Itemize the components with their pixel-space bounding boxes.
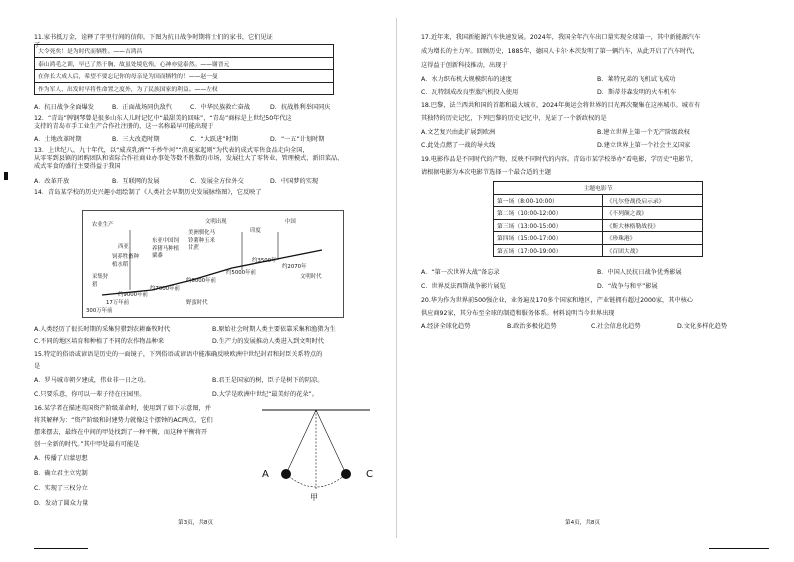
pendulum-bob-c — [341, 469, 351, 479]
label-hunting: 采集狩猎 — [92, 274, 109, 288]
label-americas: 美洲驯化马铃薯种玉米甘蔗 — [188, 230, 215, 252]
label-3m: 300万年前 — [86, 308, 113, 314]
q17-line-3: 这得益于创新科技推动，出现于 — [421, 62, 508, 69]
q20-option-b: B.政治多极化趋势 — [507, 323, 557, 330]
page-number-left: 第3页，共8页 — [178, 520, 214, 526]
q14-option-b: B.原始社会时期人类主要依靠采集和渔猎为生 — [212, 326, 336, 333]
q16-line-2: 将其解释为：“资产阶级和封建势力就像这个摆钟的AC两点，它们 — [34, 417, 213, 424]
q14-option-a: A.人类经历了很长时期的采集狩猎到农耕畜牧时代 — [34, 326, 171, 333]
film-session: 第四场（15:00-17:00） — [494, 232, 603, 245]
q14-option-d: D.生产力的发展推动人类进入到文明时代 — [212, 338, 324, 345]
film-festival-table — [493, 181, 703, 257]
bottom-rule — [709, 548, 769, 549]
film-session: 第一场（8:00-10:00） — [494, 194, 603, 207]
q11-letters-table — [34, 44, 334, 95]
q11-option-c: C．中华民族救亡奋战 — [190, 104, 251, 111]
label-3500: 约3500年 — [252, 258, 277, 264]
pendulum-string-a — [286, 410, 316, 474]
label-6000: 约6000年前 — [186, 278, 216, 284]
q16-option-a: A．传播了启蒙思想 — [34, 455, 88, 462]
q17-line-2: 成为增长的主力军。回顾历史，1885年，德国人卡尔·本茨发明了第一辆汽车，从此开启了汽车时代， — [421, 48, 699, 55]
q20-option-c: C.社会信息化趋势 — [591, 323, 641, 330]
pendulum-string-c — [316, 410, 346, 474]
film-title: 《凡尔登战役启示录》 — [603, 194, 703, 207]
letter-2: 泰山鸿毛之训，早已了然于胸，故虽处境危殆，心神亦觉泰然。——谢晋元 — [35, 57, 334, 70]
margin-mark — [4, 172, 8, 180]
label-2070: 约2070年 — [282, 264, 307, 270]
film-session: 第五场（17:00-19:00） — [494, 244, 603, 257]
q11-stem: 11.家书抵万金，诠释了字里行间的信仰。下图为抗日战争时期将士们的家书，它们见证 — [34, 34, 273, 41]
q17-option-b: B．莱特兄弟的飞机试飞成功 — [597, 76, 676, 83]
q20-option-a: A.经济全球化趋势 — [421, 323, 471, 330]
q11-option-b: B．正面战场同仇敌忾 — [112, 104, 172, 111]
q15-line-2: 是 — [34, 363, 41, 370]
q17-option-c: C．瓦特制成改良型蒸汽机投入使用 — [421, 89, 519, 96]
q20-option-d: D.文化多样化趋势 — [677, 323, 728, 330]
label-india: 印度 — [250, 228, 261, 234]
pendulum-label-c: C — [366, 469, 373, 480]
q19-line-1: 19.电影作品是不同时代的产物，反映不同时代的内容。青岛市某学校举办“看电影，学历史”电影节， — [421, 156, 698, 163]
q16-option-b: B．确立君主立宪制 — [34, 470, 88, 477]
label-9000: 约9000年前 — [118, 292, 148, 298]
q19-option-d: D．“战争与和平”影展 — [597, 283, 658, 290]
q20-line-1: 20.华为作为世界前500强企业，业务遍及170多个国家和地区，产业链拥有超过2000家，其中核心 — [421, 297, 693, 304]
q18-line-2: 其独特的历史记忆，下列巴黎的历史记忆中，见证了一个新政权的是 — [421, 115, 607, 122]
q18-option-c: C.此处点燃了一战的导火线 — [421, 142, 496, 149]
q13-line-2: 从零零到县镇的团购团队和省际合作社商业办事处等数不胜数的市场，发展壮大了零售业、管理模式、新旧菜品、 — [34, 155, 344, 162]
q16-option-c: C．实现了三权分立 — [34, 485, 88, 492]
pendulum-label-jia: 甲 — [310, 493, 318, 502]
q19-line-2: 请根据电影为本次电影节选择一个最合适的主题 — [421, 169, 551, 176]
q19-option-a: A．“第一次世界大战”备忘录 — [421, 269, 500, 276]
q12-line-2: 支持的青岛市手工业生产合作社注册的，这一名称最早可能出现于 — [34, 123, 214, 130]
pendulum-label-a: A — [262, 469, 269, 480]
bottom-rule — [34, 548, 88, 549]
q12-option-a: A．土地改革时期 — [34, 136, 82, 143]
q13-line-1: 13．上世纪八、九十年代，以“威戎乳酒”“千炒牛河”“消夏家起则”为代表的成式零售食品走向全国， — [34, 147, 309, 154]
letter-4: 作为军人，出发时早将性命置之度外，为了民族国家的利益。——左权 — [35, 82, 334, 95]
film-session: 第二场（10:00-12:00） — [494, 207, 603, 220]
q14-stem: 14．青岛某学校的历史兴趣小组绘制了《人类社会早期历史发展脉络图》，它反映了 — [34, 189, 262, 196]
exam-page-4 — [397, 0, 794, 562]
q20-line-2: 供应商92家，其分布至全球的制造和服务体系。材料说明当今世界出现 — [421, 310, 615, 317]
table-row — [494, 194, 703, 207]
film-title: 《百团大战》 — [603, 244, 703, 257]
label-barbaric-era: 野蛮时代 — [186, 300, 208, 306]
q16-option-d: D．发动了圆众力量 — [34, 500, 89, 507]
q18-option-b: B.建立世界上第一个无产阶级政权 — [597, 129, 690, 136]
q11-stem-tail: 了 — [34, 42, 41, 49]
q12-option-d: D．“一五”计划时期 — [270, 136, 325, 143]
q11-option-d: D．抗战胜利举国同庆 — [270, 104, 331, 111]
pendulum-bob-a — [281, 469, 291, 479]
q15-option-a: A．罗马城市朝夕建成，伟业非一日之功。 — [34, 377, 150, 384]
film-title: 《斯大林格勒战役》 — [603, 219, 703, 232]
q17-option-a: A．水力织布机大规模织布的速度 — [421, 76, 512, 83]
label-7000: 约7000年前 — [150, 286, 180, 292]
film-title: 《不列颠之战》 — [603, 207, 703, 220]
label-civilization: 文明出现 — [205, 219, 227, 225]
label-west-asia-crops: 饲养牲畜种植水稻 — [112, 254, 139, 268]
table-row — [494, 232, 703, 245]
q15-option-b: B.君王是国家的树，臣子是树下的阴凉。 — [212, 377, 324, 384]
q17-option-d: D．斯蒂芬森发明的火车机车 — [597, 89, 677, 96]
q19-option-b: B．中国人民抗日战争优秀影展 — [597, 269, 682, 276]
q15-line-1: 15.特定的俗语或谚语是历史的一面镜子，下列俗语或谚语中能准确反映欧洲中世纪封君和封臣关系特点的 — [34, 351, 323, 358]
label-agriculture: 农业生产 — [92, 222, 114, 228]
q13-line-3: 成式零食的盛行主要得益于我国 — [34, 163, 121, 170]
q16-line-3: 摆来摆去，最终在中间的甲处找到了一种平衡，而这种平衡将开 — [34, 429, 208, 436]
label-170k: 17万年前 — [106, 300, 130, 306]
label-china: 中国 — [285, 219, 296, 225]
q18-option-d: D.建立世界上第一个社会主义国家 — [597, 142, 691, 149]
pendulum-diagram — [258, 408, 376, 502]
page-number-right: 第4页，共8页 — [565, 520, 601, 526]
film-table-header: 主题电影节 — [494, 182, 703, 195]
q16-line-1: 16.某学者在描述英国资产阶级革命时，使用到了如下示意图，并 — [34, 405, 211, 412]
q11-option-a: A．抗日战争全面爆发 — [34, 104, 94, 111]
table-row — [494, 207, 703, 220]
q13-option-b: B．互联网的发展 — [112, 178, 160, 185]
q14-option-c: C.不同的地区培育和种植了不同的农作物品种来 — [34, 338, 165, 345]
q12-option-b: B．三大改造时期 — [112, 136, 160, 143]
film-title: 《珍珠港》 — [603, 232, 703, 245]
label-west-asia: 西亚 — [118, 244, 129, 250]
table-row — [494, 219, 703, 232]
q18-line-1: 18.巴黎，法兰西共和国的首都和最大城市，2024年奥运会将世界的目光再次聚集在这座城市。城市有 — [421, 102, 701, 109]
table-row — [494, 244, 703, 257]
label-civilized-era: 文明时代 — [300, 274, 322, 280]
film-session: 第三场（13:00-15:00） — [494, 219, 603, 232]
label-east-asia: 东亚中国饲养猪马种植粟黍 — [152, 238, 179, 260]
q17-line-1: 17.近年来，我国新能源汽车快速发展。2024年，我国全年汽车出口量实现全球第一，其中新能源汽车 — [421, 34, 701, 41]
label-5000: 约5000年前 — [226, 270, 256, 276]
q15-option-c: C.只要乐意，你可以一辈子待在庄园里。 — [34, 391, 146, 398]
q13-option-c: C．发展全方位外交 — [190, 178, 244, 185]
q16-line-4: 创一全新的时代。”其中甲处最有可能是 — [34, 441, 140, 448]
letter-1: 大令死矣！是为时代而牺牲。——吉鸿昌 — [35, 45, 334, 58]
q18-option-a: A.文艺复兴由此扩展到欧洲 — [421, 129, 496, 136]
q12-option-c: C．“大跃进”时期 — [190, 136, 238, 143]
q19-option-c: C．世界反法西斯战争影片展览 — [421, 283, 506, 290]
letter-3: 在你长大成人后，希望不要忘记你的母亲是为国而牺牲的！——赵一曼 — [35, 70, 334, 83]
q13-option-a: A．改革开放 — [34, 178, 70, 185]
q12-line-1: 12．“青岛”牌钢琴曾是很多山东人儿时记忆中“最甜美的回味”，“青岛”商标是上世纪50年代这 — [34, 115, 292, 122]
q13-option-d: D．中国梦的实现 — [270, 178, 319, 185]
q15-option-d: D.大学是欧洲中世纪“最美好的花朵”。 — [212, 391, 318, 398]
